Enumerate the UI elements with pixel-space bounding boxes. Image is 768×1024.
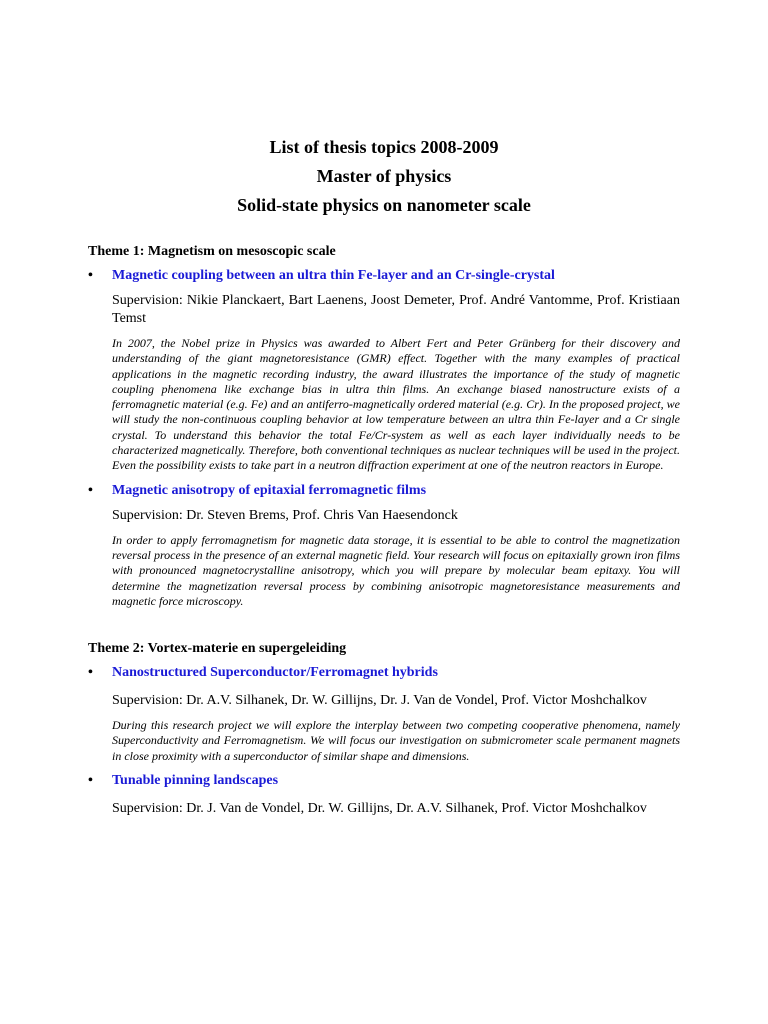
topic-supervision: Supervision: Dr. J. Van de Vondel, Dr. W. Gillijns, Dr. A.V. Silhanek, Prof. Victor Moshchalkov	[112, 801, 647, 817]
document-title: List of thesis topics 2008-2009	[269, 137, 499, 157]
bullet-icon: •	[88, 665, 93, 681]
topic-title: Magnetic anisotropy of epitaxial ferromagnetic films	[112, 482, 427, 498]
topic-title: Tunable pinning landscapes	[112, 773, 279, 789]
topic-item	[88, 267, 680, 474]
theme-section-1	[88, 243, 680, 609]
topic-item	[88, 772, 680, 818]
topic-supervision: Supervision: Nikie Planckaert, Bart Laenens, Joost Demeter, Prof. André Vantomme, Prof. Kristiaan Temst	[112, 293, 680, 326]
research-group-title: Solid-state physics on nanometer scale	[237, 195, 531, 215]
topic-description: During this research project we will explore the interplay between two competing cooperative phenomena, namely Superconductivity and Ferromagnetism. We will focus our investigation on submicrometer scale permanent magnets in close proximity with a superconductor of similar shape and dimensions.	[112, 718, 680, 763]
document-body	[88, 243, 680, 818]
topic-item	[88, 664, 680, 764]
topic-supervision: Supervision: Dr. A.V. Silhanek, Dr. W. Gillijns, Dr. J. Van de Vondel, Prof. Victor Moshchalkov	[112, 693, 647, 709]
document-header	[0, 133, 768, 220]
program-title: Master of physics	[316, 166, 452, 186]
bullet-icon: •	[88, 773, 93, 789]
theme-heading: Theme 1: Magnetism on mesoscopic scale	[88, 244, 336, 259]
topic-title: Nanostructured Superconductor/Ferromagnet hybrids	[112, 665, 438, 681]
bullet-icon: •	[88, 268, 93, 283]
theme-section-2	[88, 640, 680, 818]
topic-title: Magnetic coupling between an ultra thin Fe-layer and an Cr-single-crystal	[112, 268, 555, 283]
topic-description: In 2007, the Nobel prize in Physics was awarded to Albert Fert and Peter Grünberg for their discovery and understanding of the giant magnetoresistance (GMR) effect. Together with the many examples of practical applications in the magnetic recording industry, the award illustrates the importance of the study of magnetic coupling phenomena like exchange bias in ultra thin films. An exchange biased nanostructure exists of a ferromagnetic material (e.g. Fe) and an antiferro-magnetically ordered material (e.g. Cr). In the proposed project, we will study the non-continuous coupling behavior at low temperature between an ultra thin Fe-layer and a Cr single crystal. To understand this behavior the total Fe/Cr-system as well as each layer individually needs to be characterized magnetically. Therefore, both conventional techniques as nuclear techniques will be used in the project. Even the possibility exists to take part in a neutron diffraction experiment at one of the neutron reactors in Europe.	[112, 336, 680, 473]
topic-supervision: Supervision: Dr. Steven Brems, Prof. Chris Van Haesendonck	[112, 507, 458, 523]
topic-description: In order to apply ferromagnetism for magnetic data storage, it is essential to be able to control the magnetization reversal process in the presence of an external magnetic field. Your research will focus on epitaxially grown iron films with pronounced magnetocrystalline anisotropy, which you will prepare by molecular beam epitaxy. You will determine the magnetization reversal process by combining anisotropic magnetoresistance measurements and magnetic force microscopy.	[112, 532, 680, 608]
topic-item	[88, 482, 680, 609]
bullet-icon: •	[88, 482, 93, 498]
theme-heading: Theme 2: Vortex-materie en supergeleiding	[88, 641, 347, 657]
